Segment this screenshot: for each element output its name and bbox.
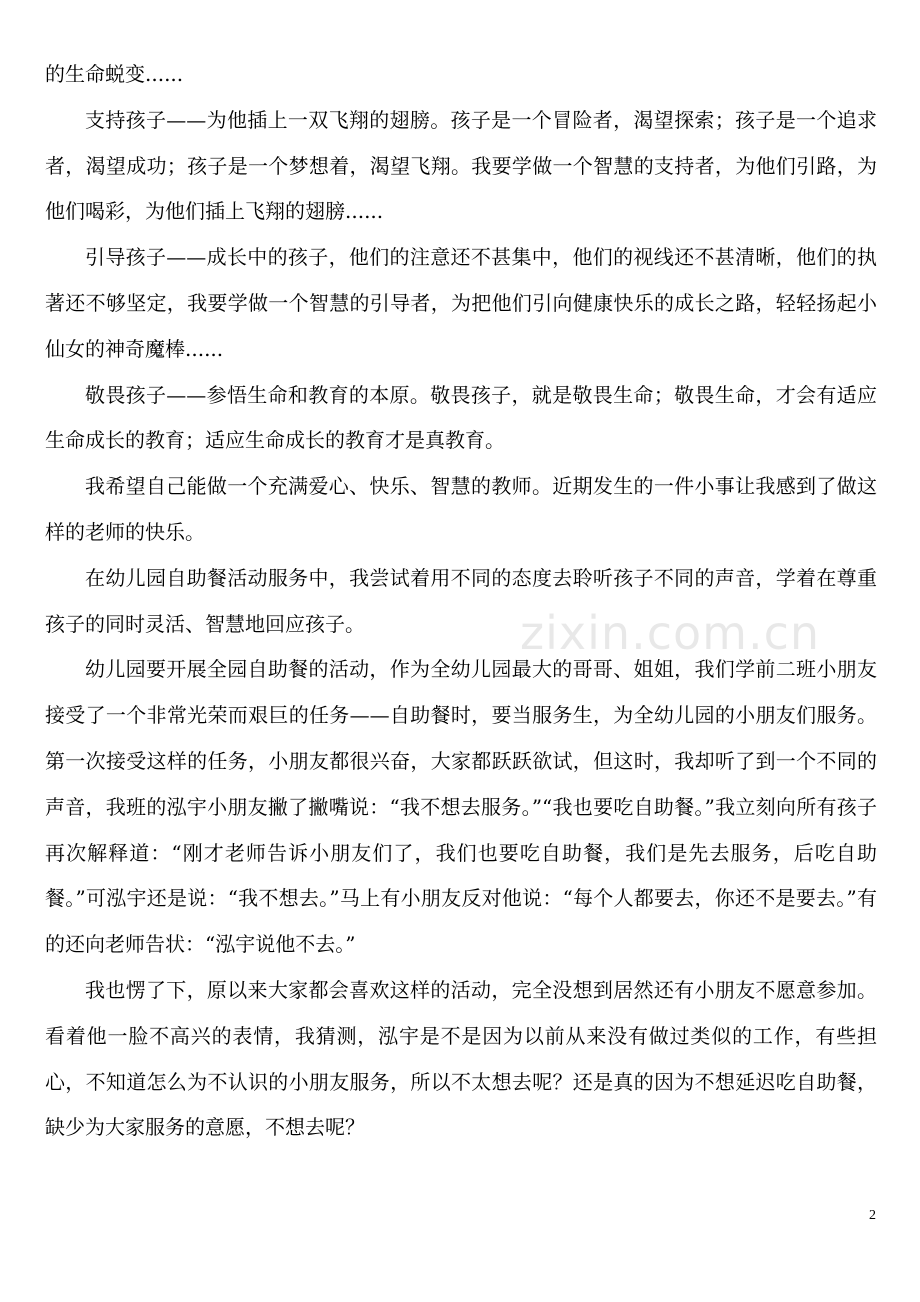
paragraph-reflection: 我也愣了下，原以来大家都会喜欢这样的活动，完全没想到居然还有小朋友不愿意参加。看着他一脸不高兴的表情，我猜测，泓宇是不是因为以前从来没有做过类似的工作，有些担心，不知道怎么为不认识的小朋友服务，所以不太想去呢？还是真的因为不想延迟吃自助餐，缺少为大家服务的意愿，不想去呢？ <box>45 977 877 1140</box>
paragraph-revere-children: 敬畏孩子——参悟生命和教育的本原。敬畏孩子，就是敬畏生命；敬畏生命，才会有适应生命成长的教育；适应生命成长的教育才是真教育。 <box>45 382 877 453</box>
paragraph-teacher-hope: 我希望自己能做一个充满爱心、快乐、智慧的教师。近期发生的一件小事让我感到了做这样的老师的快乐。 <box>45 474 877 544</box>
page-number: 2 <box>869 1208 876 1223</box>
paragraph-buffet-story: 幼儿园要开展全园自助餐的活动，作为全幼儿园最大的哥哥、姐姐，我们学前二班小朋友接受了一个非常光荣而艰巨的任务——自助餐时，要当服务生，为全幼儿园的小朋友们服务。第一次接受这样的任务，小朋友都很兴奋，大家都跃跃欲试，但这时，我却听了到一个不同的声音，我班的泓宇小朋友撇了撇嘴说：“我不想去服务。”“我也要吃自助餐。”我立刻向所有孩子再次解释道：“刚才老师告诉小朋友们了，我们也要吃自助餐，我们是先去服务，后吃自助餐。”可泓宇还是说：“我不想去。”马上有小朋友反对他说：“每个人都要去，你还不是要去。”有的还向老师告状：“泓宇说他不去。” <box>45 657 877 957</box>
paragraph-continuation: 的生命蜕变...... <box>45 62 184 86</box>
watermark: zixin.com.cn <box>520 606 821 660</box>
document-body <box>45 52 877 1151</box>
paragraph-support-children: 支持孩子——为他插上一双飞翔的翅膀。孩子是一个冒险者，渴望探索；孩子是一个追求者，渴望成功；孩子是一个梦想着，渴望飞翔。我要学做一个智慧的支持者，为他们引路，为他们喝彩，为他们插上飞翔的翅膀...... <box>45 107 877 224</box>
paragraph-buffet-service: 在幼儿园自助餐活动服务中，我尝试着用不同的态度去聆听孩子不同的声音，学着在尊重孩子的同时灵活、智慧地回应孩子。 <box>45 565 877 636</box>
paragraph-guide-children: 引导孩子——成长中的孩子，他们的注意还不甚集中，他们的视线还不甚清晰，他们的执著还不够坚定，我要学做一个智慧的引导者，为把他们引向健康快乐的成长之路，轻轻扬起小仙女的神奇魔棒...... <box>45 245 877 361</box>
